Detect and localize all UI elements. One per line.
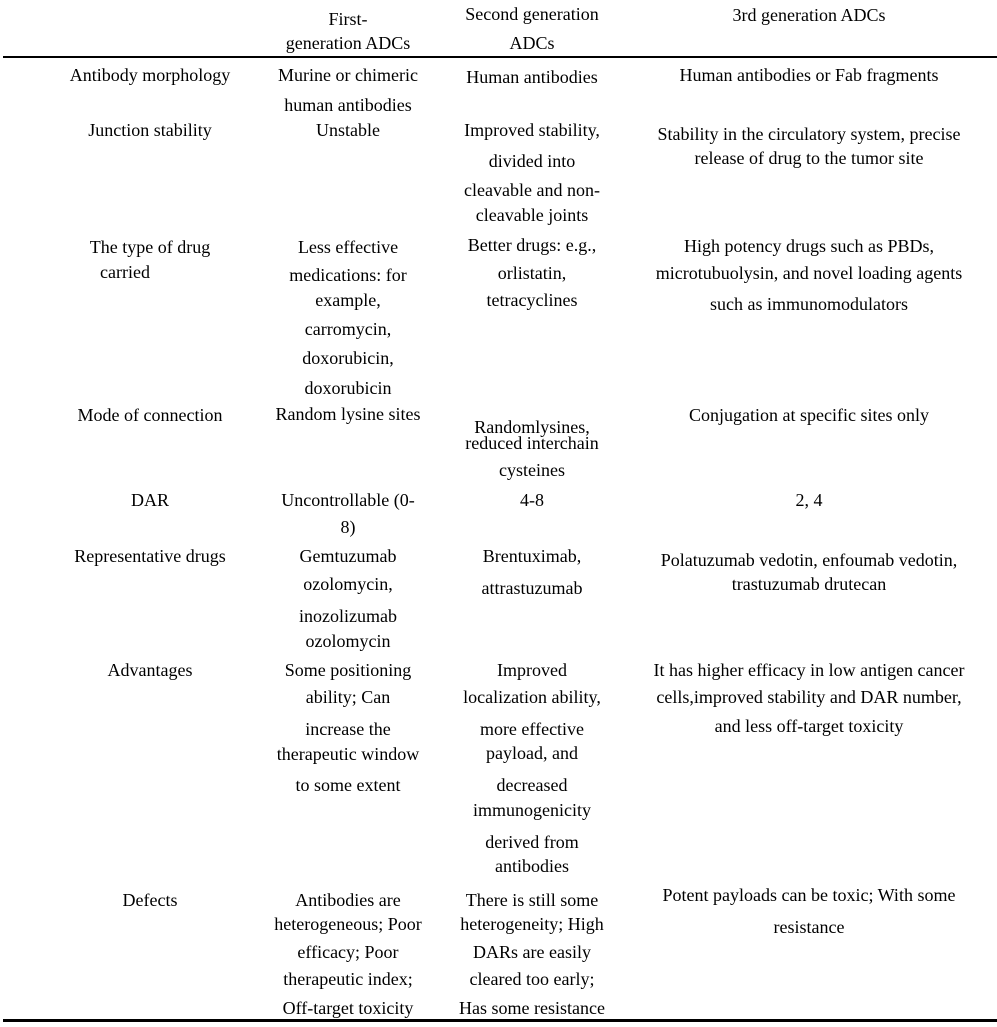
cell-line: example, bbox=[315, 290, 381, 310]
cell-line: more effective bbox=[479, 719, 585, 739]
cell-line: Randomlysines, bbox=[474, 417, 590, 437]
cell-line: divided into bbox=[488, 151, 576, 171]
cell-line: Murine or chimeric bbox=[278, 65, 418, 85]
cell-line: Uncontrollable (0- bbox=[281, 490, 415, 510]
row-label-line: carried bbox=[100, 262, 150, 282]
cell-line: 8) bbox=[340, 517, 356, 537]
cell-line: Stability in the circulatory system, precise bbox=[657, 124, 961, 144]
cell-line: ozolomycin bbox=[305, 631, 391, 651]
cell-defects-gen1 bbox=[258, 885, 438, 1019]
cell-advantages-gen1 bbox=[258, 655, 438, 885]
header-gen2 bbox=[440, 0, 624, 56]
cell-line: orlistatin, bbox=[497, 263, 567, 283]
cell-defects-gen3 bbox=[628, 885, 990, 1019]
row-label-line: Mode of connection bbox=[77, 405, 223, 425]
cell-drug-type-gen1 bbox=[258, 232, 438, 402]
cell-line: trastuzumab drutecan bbox=[731, 574, 887, 594]
cell-line: doxorubicin, bbox=[302, 348, 394, 368]
cell-line: Antibodies are bbox=[295, 890, 401, 910]
cell-line: payload, and bbox=[486, 743, 578, 763]
cell-dar-gen2 bbox=[440, 485, 624, 540]
row-label-junction-stability bbox=[40, 115, 260, 235]
cell-line: localization ability, bbox=[463, 687, 601, 707]
row-label-line: Junction stability bbox=[88, 120, 212, 140]
row-label-line: Representative drugs bbox=[74, 546, 226, 566]
row-label-dar bbox=[40, 485, 260, 540]
cell-line: ability; Can bbox=[305, 687, 391, 707]
cell-line: Random lysine sites bbox=[275, 404, 421, 424]
cell-line: tetracyclines bbox=[486, 290, 578, 310]
cell-line: ozolomycin, bbox=[303, 574, 393, 594]
header-gen1-line: generation ADCs bbox=[285, 33, 411, 53]
cell-line: Improved stability, bbox=[464, 120, 600, 140]
header-gen1-line: First- bbox=[328, 9, 368, 29]
cell-line: Brentuximab, bbox=[482, 546, 582, 566]
cell-advantages-gen2 bbox=[440, 655, 624, 885]
cell-line: Less effective bbox=[297, 237, 399, 257]
cell-line: cysteines bbox=[499, 460, 565, 480]
cell-line: Improved bbox=[497, 660, 567, 680]
cell-line: There is still some bbox=[465, 890, 599, 910]
cell-line: Human antibodies bbox=[466, 67, 598, 87]
header-gen3 bbox=[628, 0, 990, 56]
cell-line: medications: for bbox=[289, 265, 407, 285]
cell-line: cleavable and non- bbox=[464, 180, 600, 200]
cell-line: such as immunomodulators bbox=[710, 294, 908, 314]
cell-line: antibodies bbox=[495, 856, 569, 876]
cell-antibody-morphology-gen2 bbox=[440, 60, 624, 110]
cell-dar-gen1 bbox=[258, 485, 438, 540]
cell-connection-mode-gen1 bbox=[258, 400, 438, 485]
cell-line: efficacy; Poor bbox=[297, 942, 399, 962]
row-label-line: Defects bbox=[122, 890, 178, 910]
cell-junction-stability-gen2 bbox=[440, 115, 624, 235]
cell-drug-type-gen2 bbox=[440, 232, 624, 402]
row-label-defects bbox=[40, 885, 260, 1019]
cell-line: increase the bbox=[305, 719, 391, 739]
cell-line: High potency drugs such as PBDs, bbox=[684, 236, 934, 256]
row-label-antibody-morphology bbox=[40, 60, 260, 110]
cell-line: release of drug to the tumor site bbox=[694, 148, 924, 168]
cell-line: Off-target toxicity bbox=[282, 998, 414, 1018]
cell-line: Some positioning bbox=[284, 660, 412, 680]
cell-line: therapeutic index; bbox=[283, 969, 413, 989]
cell-line: 4-8 bbox=[520, 490, 544, 510]
cell-connection-mode-gen3 bbox=[628, 400, 990, 485]
cell-advantages-gen3 bbox=[628, 655, 990, 885]
bottom-rule bbox=[3, 1019, 997, 1022]
cell-line: doxorubicin bbox=[304, 378, 392, 398]
cell-line: Human antibodies or Fab fragments bbox=[679, 65, 939, 85]
cell-line: Conjugation at specific sites only bbox=[689, 405, 929, 425]
cell-line: 2, 4 bbox=[795, 490, 823, 510]
cell-connection-mode-gen2 bbox=[440, 400, 624, 485]
cell-line: Unstable bbox=[316, 120, 380, 140]
cell-line: attrastuzumab bbox=[481, 578, 583, 598]
header-gen2-line: Second generation bbox=[465, 4, 599, 24]
cell-line: Potent payloads can be toxic; With some bbox=[662, 885, 956, 905]
cell-line: reduced interchain bbox=[465, 433, 599, 453]
cell-line: human antibodies bbox=[284, 95, 412, 115]
cell-line: inozolizumab bbox=[299, 606, 397, 626]
row-label-line: Antibody morphology bbox=[69, 65, 231, 85]
cell-line: immunogenicity bbox=[473, 800, 591, 820]
row-label-connection-mode bbox=[40, 400, 260, 485]
cell-line: therapeutic window bbox=[276, 744, 420, 764]
row-label-line: Advantages bbox=[107, 660, 193, 680]
row-label-drug-type bbox=[40, 232, 260, 402]
top-rule bbox=[3, 56, 997, 58]
cell-line: Better drugs: e.g., bbox=[467, 235, 597, 255]
row-label-representative-drugs bbox=[40, 541, 260, 656]
header-gen2-line: ADCs bbox=[509, 33, 555, 53]
cell-line: to some extent bbox=[295, 775, 401, 795]
cell-line: DARs are easily bbox=[473, 942, 591, 962]
row-label-line: The type of drug bbox=[89, 237, 211, 257]
cell-antibody-morphology-gen1 bbox=[258, 60, 438, 115]
cell-line: Has some resistance bbox=[459, 998, 605, 1018]
cell-line: decreased bbox=[496, 775, 568, 795]
cell-line: Polatuzumab vedotin, enfoumab vedotin, bbox=[660, 550, 958, 570]
cell-defects-gen2 bbox=[440, 885, 624, 1019]
row-label-line: DAR bbox=[130, 490, 169, 510]
cell-drug-type-gen3 bbox=[628, 232, 990, 402]
cell-line: heterogeneous; Poor bbox=[274, 914, 422, 934]
cell-representative-drugs-gen3 bbox=[628, 541, 990, 656]
cell-line: derived from bbox=[485, 832, 579, 852]
cell-line: resistance bbox=[773, 917, 845, 937]
cell-line: heterogeneity; High bbox=[460, 914, 604, 934]
cell-line: It has higher efficacy in low antigen cancer bbox=[653, 660, 965, 680]
cell-line: and less off-target toxicity bbox=[714, 716, 904, 736]
header-gen3-line: 3rd generation ADCs bbox=[732, 5, 886, 25]
cell-line: microtubuolysin, and novel loading agents bbox=[655, 263, 963, 283]
cell-antibody-morphology-gen3 bbox=[628, 60, 990, 110]
cell-representative-drugs-gen1 bbox=[258, 541, 438, 656]
cell-line: cells,improved stability and DAR number, bbox=[656, 687, 962, 707]
cell-line: cleavable joints bbox=[475, 205, 589, 225]
cell-line: carromycin, bbox=[304, 319, 392, 339]
cell-junction-stability-gen1 bbox=[258, 115, 438, 235]
cell-line: Gemtuzumab bbox=[299, 546, 397, 566]
cell-junction-stability-gen3 bbox=[628, 115, 990, 235]
cell-representative-drugs-gen2 bbox=[440, 541, 624, 656]
header-gen1 bbox=[258, 0, 438, 56]
cell-dar-gen3 bbox=[628, 485, 990, 540]
cell-line: cleared too early; bbox=[469, 969, 595, 989]
row-label-advantages bbox=[40, 655, 260, 885]
